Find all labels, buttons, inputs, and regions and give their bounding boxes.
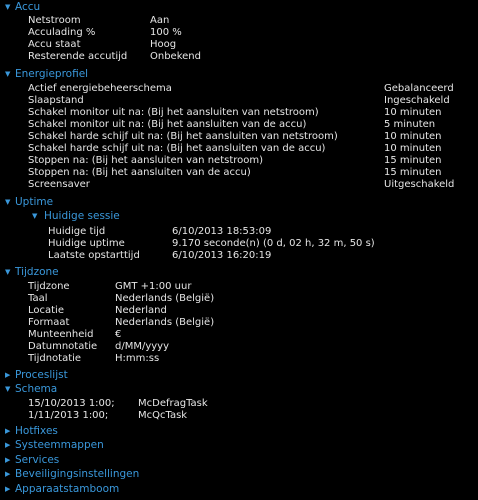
- row-label: Schakel harde schijf uit na: (Bij het aansluiten van de accu): [28, 143, 326, 154]
- triangle-right-icon: ▶: [5, 427, 11, 435]
- section-title: Uptime: [15, 196, 54, 208]
- row-value: Gebalanceerd: [384, 83, 454, 94]
- row-value: McDefragTask: [138, 398, 208, 409]
- row-value: Uitgeschakeld: [384, 179, 455, 190]
- row-value: d/MM/yyyy: [115, 341, 170, 352]
- section-proceslijst[interactable]: [5, 369, 68, 381]
- section-title: Services: [15, 454, 60, 466]
- row-value: 15 minuten: [384, 167, 442, 178]
- triangle-down-icon: ▼: [5, 70, 11, 78]
- section-title: Accu: [15, 1, 41, 13]
- triangle-down-icon: ▼: [5, 268, 11, 276]
- row-value: Nederlands (België): [115, 317, 215, 328]
- section-systeemmappen[interactable]: [5, 439, 104, 451]
- section-apparaatstamboom[interactable]: [5, 483, 119, 495]
- triangle-right-icon: ▶: [5, 456, 11, 464]
- section-title: Beveiligingsinstellingen: [15, 468, 140, 480]
- row-value: 10 minuten: [384, 143, 442, 154]
- row-value: 5 minuten: [384, 119, 436, 130]
- row-label: Tijdnotatie: [28, 353, 82, 364]
- row-label: Laatste opstarttijd: [48, 250, 140, 261]
- section-tijdzone[interactable]: [5, 266, 59, 278]
- row-value: 6/10/2013 18:53:09: [172, 226, 272, 237]
- row-label: 15/10/2013 1:00;: [28, 398, 115, 409]
- row-value: Ingeschakeld: [384, 95, 450, 106]
- triangle-right-icon: ▶: [5, 441, 11, 449]
- row-label: Taal: [28, 293, 48, 304]
- triangle-right-icon: ▶: [5, 485, 11, 493]
- section-schema[interactable]: [5, 383, 57, 395]
- row-label: Screensaver: [28, 179, 90, 190]
- row-label: Formaat: [28, 317, 70, 328]
- section-title: Proceslijst: [15, 369, 68, 381]
- row-label: Stoppen na: (Bij het aansluiten van de accu): [28, 167, 251, 178]
- row-label: Munteenheid: [28, 329, 94, 340]
- section-uptime[interactable]: [5, 196, 53, 208]
- row-label: Acculading %: [28, 27, 96, 38]
- section-title: Energieprofiel: [15, 68, 89, 80]
- row-value: 15 minuten: [384, 155, 442, 166]
- row-value: McQcTask: [138, 410, 188, 421]
- row-label: Schakel monitor uit na: (Bij het aansluiten van de accu): [28, 119, 307, 130]
- subsection-huidige-sessie[interactable]: [32, 210, 120, 222]
- row-label: Locatie: [28, 305, 64, 316]
- row-label: 1/11/2013 1:00;: [28, 410, 109, 421]
- section-energieprofiel[interactable]: [5, 68, 88, 80]
- triangle-right-icon: ▶: [5, 470, 11, 478]
- section-beveiligingsinstellingen[interactable]: [5, 468, 139, 480]
- row-value: 6/10/2013 16:20:19: [172, 250, 272, 261]
- row-label: Datumnotatie: [28, 341, 98, 352]
- row-value: GMT +1:00 uur: [115, 281, 192, 292]
- row-label: Stoppen na: (Bij het aansluiten van netstroom): [28, 155, 264, 166]
- row-value: H:mm:ss: [115, 353, 160, 364]
- row-label: Tijdzone: [28, 281, 70, 292]
- row-label: Huidige uptime: [48, 238, 125, 249]
- row-value: Onbekend: [150, 51, 201, 62]
- row-label: Netstroom: [28, 15, 81, 26]
- section-title: Tijdzone: [15, 266, 59, 278]
- row-label: Actief energiebeheerschema: [28, 83, 172, 94]
- triangle-down-icon: ▼: [5, 198, 11, 206]
- row-value: Nederland: [115, 305, 167, 316]
- row-label: Huidige tijd: [48, 226, 106, 237]
- section-title: Hotfixes: [15, 425, 58, 437]
- row-value: 100 %: [150, 27, 182, 38]
- row-value: Hoog: [150, 39, 177, 50]
- row-value: 10 minuten: [384, 131, 442, 142]
- row-label: Schakel harde schijf uit na: (Bij het aansluiten van netstroom): [28, 131, 338, 142]
- row-label: Slaapstand: [28, 95, 84, 106]
- row-label: Schakel monitor uit na: (Bij het aansluiten van netstroom): [28, 107, 319, 118]
- row-value: 9.170 seconde(n) (0 d, 02 h, 32 m, 50 s): [172, 238, 375, 249]
- section-title: Schema: [15, 383, 58, 395]
- subsection-title: Huidige sessie: [44, 210, 120, 222]
- section-services[interactable]: [5, 454, 59, 466]
- section-hotfixes[interactable]: [5, 425, 58, 437]
- row-value: Aan: [150, 15, 170, 26]
- triangle-down-icon: ▼: [32, 212, 38, 220]
- section-title: Apparaatstamboom: [15, 483, 120, 495]
- section-accu[interactable]: [5, 1, 40, 13]
- row-value: Nederlands (België): [115, 293, 215, 304]
- triangle-down-icon: ▼: [5, 3, 11, 11]
- triangle-right-icon: ▶: [5, 371, 11, 379]
- section-title: Systeemmappen: [15, 439, 104, 451]
- row-value: €: [115, 329, 122, 340]
- row-label: Resterende accutijd: [28, 51, 128, 62]
- row-label: Accu staat: [28, 39, 81, 50]
- triangle-down-icon: ▼: [5, 385, 11, 393]
- row-value: 10 minuten: [384, 107, 442, 118]
